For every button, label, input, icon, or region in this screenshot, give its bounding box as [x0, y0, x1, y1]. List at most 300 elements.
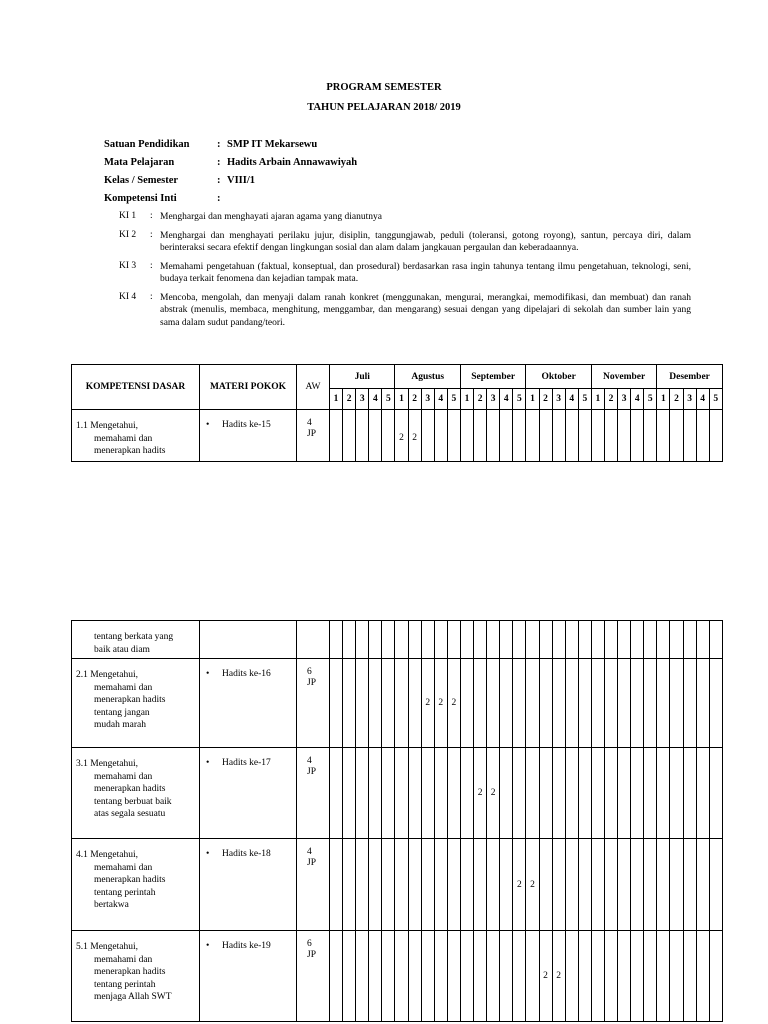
- week-cell: [604, 748, 617, 839]
- week-cell: [487, 931, 500, 1022]
- kompetensi-dasar-cell: [72, 748, 200, 839]
- week-number: 5: [513, 389, 526, 410]
- week-cell: 2: [487, 748, 500, 839]
- week-cell: [578, 839, 591, 931]
- week-cell: [474, 659, 487, 748]
- kd-line: tentang berbuat baik: [94, 796, 172, 807]
- week-number: 2: [670, 389, 683, 410]
- week-cell: [578, 659, 591, 748]
- week-cell: [474, 931, 487, 1022]
- week-cell: 2: [474, 748, 487, 839]
- ki-item: [119, 230, 691, 255]
- week-cell: [500, 748, 513, 839]
- info-colon: :: [217, 139, 221, 150]
- bullet-icon: •: [206, 669, 210, 679]
- aw-line: JP: [307, 858, 316, 868]
- week-cell: [618, 659, 631, 748]
- week-cell: [500, 659, 513, 748]
- week-cell: [330, 621, 343, 659]
- week-cell: [487, 839, 500, 931]
- week-cell: [578, 931, 591, 1022]
- ki-colon: :: [150, 291, 153, 302]
- kompetensi-dasar-cell: [72, 621, 200, 659]
- week-cell: [382, 839, 395, 931]
- week-cell: [421, 621, 434, 659]
- week-number: 2: [474, 389, 487, 410]
- week-number: 3: [683, 389, 696, 410]
- week-cell: [670, 839, 683, 931]
- week-cell: [565, 621, 578, 659]
- ki-colon: :: [150, 229, 153, 240]
- week-cell: [487, 659, 500, 748]
- info-row: [104, 157, 664, 175]
- materi-pokok-cell: [200, 659, 297, 748]
- week-cell: [644, 621, 657, 659]
- kd-line: 3.1 Mengetahui,: [76, 759, 139, 769]
- week-cell: [408, 621, 421, 659]
- week-cell: [631, 748, 644, 839]
- week-cell: [343, 931, 356, 1022]
- week-cell: [369, 659, 382, 748]
- kd-line: baik atau diam: [94, 644, 150, 655]
- kompetensi-inti-list: [119, 211, 691, 335]
- week-cell: [670, 931, 683, 1022]
- week-cell: [618, 410, 631, 462]
- week-number: 3: [552, 389, 565, 410]
- week-cell: [343, 748, 356, 839]
- week-cell: [683, 659, 696, 748]
- week-cell: [683, 839, 696, 931]
- ki-text: Mencoba, mengolah, dan menyaji dalam ranah konkret (menggunakan, mengurai, merangkai, memodifikasi, dan membuat) dan ranah abstrak (menulis, membaca, menghitung, menggambar, dan mengarang) sesuai dengan yang dipelajari di sekolah dan sumber lain yang sama dalam sudut pandang/teori.: [160, 292, 691, 328]
- week-cell: [395, 659, 408, 748]
- week-cell: 2: [421, 659, 434, 748]
- week-cell: [447, 839, 460, 931]
- week-cell: [539, 410, 552, 462]
- week-cell: [618, 748, 631, 839]
- week-cell: [487, 621, 500, 659]
- week-number: 4: [369, 389, 382, 410]
- kd-line: bertakwa: [94, 900, 129, 910]
- kd-line: tentang perintah: [94, 979, 156, 990]
- week-number: 2: [408, 389, 421, 410]
- week-cell: [552, 839, 565, 931]
- week-cell: [434, 839, 447, 931]
- kd-line: menerapkan hadits: [94, 967, 166, 977]
- table-row: [72, 410, 723, 462]
- week-cell: [395, 839, 408, 931]
- week-number: 4: [565, 389, 578, 410]
- week-cell: [657, 748, 670, 839]
- kompetensi-dasar-cell: [72, 410, 200, 462]
- kd-line: 5.1 Mengetahui,: [76, 942, 139, 952]
- aw-line: JP: [307, 678, 316, 688]
- week-cell: [330, 839, 343, 931]
- week-cell: [408, 659, 421, 748]
- week-cell: [343, 410, 356, 462]
- week-cell: [565, 659, 578, 748]
- week-number: 1: [591, 389, 604, 410]
- month-header: Oktober: [526, 365, 591, 389]
- week-cell: [330, 659, 343, 748]
- week-cell: [474, 839, 487, 931]
- week-cell: [460, 931, 473, 1022]
- week-cell: [395, 931, 408, 1022]
- ki-code: KI 1: [119, 211, 137, 221]
- week-cell: [369, 410, 382, 462]
- week-cell: [526, 748, 539, 839]
- week-cell: [513, 410, 526, 462]
- ki-code: KI 4: [119, 291, 137, 302]
- week-cell: [618, 621, 631, 659]
- month-header: Agustus: [395, 365, 460, 389]
- page-subtitle: TAHUN PELAJARAN 2018/ 2019: [307, 102, 461, 113]
- week-cell: [683, 621, 696, 659]
- kompetensi-dasar-cell: [72, 931, 200, 1022]
- info-label: Satuan Pendidikan: [104, 139, 190, 150]
- week-cell: [696, 410, 709, 462]
- week-cell: [421, 748, 434, 839]
- week-cell: [356, 839, 369, 931]
- week-cell: [500, 410, 513, 462]
- week-cell: [434, 931, 447, 1022]
- week-number: 4: [696, 389, 709, 410]
- week-cell: [382, 931, 395, 1022]
- week-cell: [591, 659, 604, 748]
- week-cell: [709, 410, 722, 462]
- week-cell: 2: [526, 839, 539, 931]
- week-cell: [604, 659, 617, 748]
- week-cell: [356, 931, 369, 1022]
- bullet-icon: •: [206, 849, 210, 859]
- info-row: [104, 193, 664, 211]
- kd-line: menerapkan hadits: [94, 695, 166, 705]
- week-cell: [631, 931, 644, 1022]
- week-cell: [382, 621, 395, 659]
- week-cell: [709, 659, 722, 748]
- info-label: Kelas / Semester: [104, 175, 179, 186]
- week-cell: [526, 621, 539, 659]
- week-cell: [709, 839, 722, 931]
- materi-text: Hadits ke-17: [222, 758, 271, 768]
- week-cell: [487, 410, 500, 462]
- week-cell: [395, 621, 408, 659]
- header-row-months: [72, 365, 723, 389]
- week-cell: [709, 621, 722, 659]
- kompetensi-dasar-cell: [72, 659, 200, 748]
- kd-line: memahami dan: [94, 433, 153, 444]
- info-colon: :: [217, 175, 221, 186]
- info-colon: :: [217, 157, 221, 168]
- materi-text: Hadits ke-19: [222, 941, 271, 951]
- week-cell: [631, 621, 644, 659]
- week-cell: [421, 931, 434, 1022]
- week-cell: [460, 748, 473, 839]
- aw-line: JP: [307, 950, 316, 960]
- info-row: [104, 139, 664, 157]
- week-cell: [618, 839, 631, 931]
- week-cell: [552, 410, 565, 462]
- week-cell: [552, 748, 565, 839]
- kd-line: menerapkan hadits: [94, 784, 166, 794]
- col-materi-pokok: MATERI POKOK: [200, 365, 297, 410]
- week-cell: [434, 410, 447, 462]
- ki-text: Memahami pengetahuan (faktual, konseptual, dan prosedural) berdasarkan rasa ingin tahunya tentang ilmu pengetahuan, teknologi, seni, budaya terkait fenomena dan kejadian tampak mata.: [160, 261, 691, 284]
- week-cell: [460, 410, 473, 462]
- week-number: 2: [604, 389, 617, 410]
- kd-line: atas segala sesuatu: [94, 809, 166, 819]
- week-cell: [644, 659, 657, 748]
- kd-line: 4.1 Mengetahui,: [76, 850, 139, 860]
- week-cell: [408, 931, 421, 1022]
- week-cell: [500, 839, 513, 931]
- week-cell: [356, 410, 369, 462]
- week-cell: [657, 410, 670, 462]
- info-colon: :: [217, 193, 221, 204]
- kd-line: 2.1 Mengetahui,: [76, 670, 139, 680]
- week-cell: [644, 931, 657, 1022]
- schedule-table-page2: [71, 620, 723, 1022]
- week-cell: [447, 410, 460, 462]
- week-cell: [578, 410, 591, 462]
- week-cell: [408, 748, 421, 839]
- materi-pokok-cell: [200, 621, 297, 659]
- info-value: Hadits Arbain Annawawiyah: [227, 157, 358, 168]
- week-cell: [369, 931, 382, 1022]
- week-cell: [644, 410, 657, 462]
- week-cell: [526, 931, 539, 1022]
- week-cell: [434, 748, 447, 839]
- week-cell: [578, 748, 591, 839]
- table-row: [72, 748, 723, 839]
- col-aw: AW: [297, 365, 330, 410]
- week-number: 1: [395, 389, 408, 410]
- week-cell: [513, 659, 526, 748]
- week-cell: [552, 659, 565, 748]
- ki-code: KI 3: [119, 260, 137, 271]
- week-number: 1: [657, 389, 670, 410]
- materi-text: Hadits ke-15: [222, 420, 271, 430]
- week-cell: [657, 621, 670, 659]
- ki-code: KI 2: [119, 229, 137, 240]
- week-number: 4: [631, 389, 644, 410]
- week-number: 5: [709, 389, 722, 410]
- kompetensi-dasar-cell: [72, 839, 200, 931]
- aw-line: 4: [307, 847, 312, 857]
- week-cell: 2: [447, 659, 460, 748]
- info-value: VIII/1: [227, 175, 256, 186]
- week-cell: [670, 659, 683, 748]
- week-cell: [565, 748, 578, 839]
- week-cell: [421, 410, 434, 462]
- week-number: 3: [356, 389, 369, 410]
- week-number: 1: [526, 389, 539, 410]
- ki-item: [119, 211, 691, 224]
- aw-line: 6: [307, 667, 312, 677]
- week-cell: [591, 839, 604, 931]
- month-header: November: [591, 365, 656, 389]
- week-number: 1: [460, 389, 473, 410]
- week-cell: 2: [395, 410, 408, 462]
- info-label: Kompetensi Inti: [104, 193, 177, 204]
- week-cell: [657, 931, 670, 1022]
- table-row: [72, 621, 723, 659]
- aw-cell: [297, 659, 330, 748]
- kd-line: memahami dan: [94, 682, 153, 693]
- ki-text: Menghargai dan menghayati perilaku jujur, disiplin, tanggungjawab, peduli (toleransi, gotong royong), santun, percaya diri, dalam berinteraksi secara efektif dengan lingkungan sosial dan alam dalam jangkauan pergaulan dan keberadaannya.: [160, 230, 691, 253]
- week-cell: [565, 931, 578, 1022]
- week-cell: [683, 931, 696, 1022]
- week-cell: [539, 839, 552, 931]
- week-cell: [696, 659, 709, 748]
- identity-block: [104, 139, 664, 211]
- week-cell: [330, 748, 343, 839]
- week-cell: [539, 659, 552, 748]
- week-cell: [591, 931, 604, 1022]
- kd-line: tentang perintah: [94, 887, 156, 898]
- bullet-icon: •: [206, 941, 210, 951]
- materi-pokok-cell: [200, 931, 297, 1022]
- aw-line: 4: [307, 418, 312, 428]
- kd-line: tentang berkata yang: [94, 632, 174, 642]
- week-number: 3: [487, 389, 500, 410]
- week-cell: [604, 839, 617, 931]
- week-cell: [356, 659, 369, 748]
- table-row: [72, 931, 723, 1022]
- kd-line: menerapkan hadits: [94, 446, 166, 456]
- week-cell: [618, 931, 631, 1022]
- week-cell: [343, 621, 356, 659]
- week-cell: [696, 839, 709, 931]
- week-cell: [356, 748, 369, 839]
- kd-line: menjaga Allah SWT: [94, 992, 172, 1002]
- info-label: Mata Pelajaran: [104, 157, 175, 168]
- week-number: 3: [618, 389, 631, 410]
- week-cell: [709, 748, 722, 839]
- week-cell: [631, 410, 644, 462]
- week-cell: [369, 839, 382, 931]
- ki-text: Menghargai dan menghayati ajaran agama yang dianutnya: [160, 212, 382, 222]
- kd-line: tentang jangan: [94, 707, 150, 718]
- week-cell: 2: [513, 839, 526, 931]
- week-cell: [460, 839, 473, 931]
- kd-line: memahami dan: [94, 954, 153, 965]
- kd-line: 1.1 Mengetahui,: [76, 421, 139, 431]
- week-cell: [591, 748, 604, 839]
- kd-line: mudah marah: [94, 720, 146, 730]
- week-cell: [343, 659, 356, 748]
- info-row: [104, 175, 664, 193]
- week-cell: [683, 410, 696, 462]
- week-cell: [565, 839, 578, 931]
- aw-line: JP: [307, 767, 316, 777]
- aw-line: 6: [307, 939, 312, 949]
- week-number: 4: [434, 389, 447, 410]
- week-cell: [670, 410, 683, 462]
- week-cell: [604, 931, 617, 1022]
- aw-cell: [297, 621, 330, 659]
- week-cell: [644, 839, 657, 931]
- table-row: [72, 839, 723, 931]
- week-cell: [330, 931, 343, 1022]
- week-cell: [526, 659, 539, 748]
- bullet-icon: •: [206, 758, 210, 768]
- week-cell: [500, 931, 513, 1022]
- aw-cell: [297, 839, 330, 931]
- week-number: 5: [447, 389, 460, 410]
- week-cell: [460, 659, 473, 748]
- table-row: [72, 659, 723, 748]
- week-cell: [604, 410, 617, 462]
- week-cell: [447, 748, 460, 839]
- week-cell: 2: [408, 410, 421, 462]
- ki-colon: :: [150, 211, 153, 221]
- week-cell: [631, 659, 644, 748]
- week-cell: [513, 621, 526, 659]
- week-cell: [343, 839, 356, 931]
- materi-pokok-cell: [200, 748, 297, 839]
- month-header: Juli: [330, 365, 395, 389]
- week-cell: [578, 621, 591, 659]
- info-value: SMP IT Mekarsewu: [227, 139, 318, 150]
- week-cell: [513, 748, 526, 839]
- week-cell: [683, 748, 696, 839]
- week-number: 2: [539, 389, 552, 410]
- bullet-icon: •: [206, 420, 210, 430]
- week-number: 4: [500, 389, 513, 410]
- aw-cell: [297, 410, 330, 462]
- week-cell: [447, 931, 460, 1022]
- week-number: 5: [644, 389, 657, 410]
- week-cell: 2: [552, 931, 565, 1022]
- materi-pokok-cell: [200, 839, 297, 931]
- week-number: 3: [421, 389, 434, 410]
- kd-line: memahami dan: [94, 862, 153, 873]
- week-cell: [591, 410, 604, 462]
- week-cell: [696, 748, 709, 839]
- materi-pokok-cell: [200, 410, 297, 462]
- week-cell: [460, 621, 473, 659]
- week-cell: [631, 839, 644, 931]
- aw-cell: [297, 748, 330, 839]
- month-header: September: [460, 365, 525, 389]
- week-cell: [395, 748, 408, 839]
- week-cell: [644, 748, 657, 839]
- ki-item: [119, 261, 691, 286]
- aw-cell: [297, 931, 330, 1022]
- materi-text: Hadits ke-18: [222, 849, 271, 859]
- week-cell: [382, 659, 395, 748]
- week-cell: [447, 621, 460, 659]
- week-cell: [552, 621, 565, 659]
- month-header: Desember: [657, 365, 722, 389]
- week-cell: [709, 931, 722, 1022]
- ki-item: [119, 292, 691, 330]
- week-cell: [696, 621, 709, 659]
- week-cell: [434, 621, 447, 659]
- week-cell: [591, 621, 604, 659]
- week-number: 5: [382, 389, 395, 410]
- week-number: 1: [330, 389, 343, 410]
- ki-colon: :: [150, 260, 153, 271]
- week-cell: [408, 839, 421, 931]
- aw-line: JP: [307, 429, 316, 439]
- materi-text: Hadits ke-16: [222, 669, 271, 679]
- week-cell: 2: [539, 931, 552, 1022]
- kd-line: memahami dan: [94, 771, 153, 782]
- kd-line: menerapkan hadits: [94, 875, 166, 885]
- week-cell: [539, 621, 552, 659]
- week-cell: [526, 410, 539, 462]
